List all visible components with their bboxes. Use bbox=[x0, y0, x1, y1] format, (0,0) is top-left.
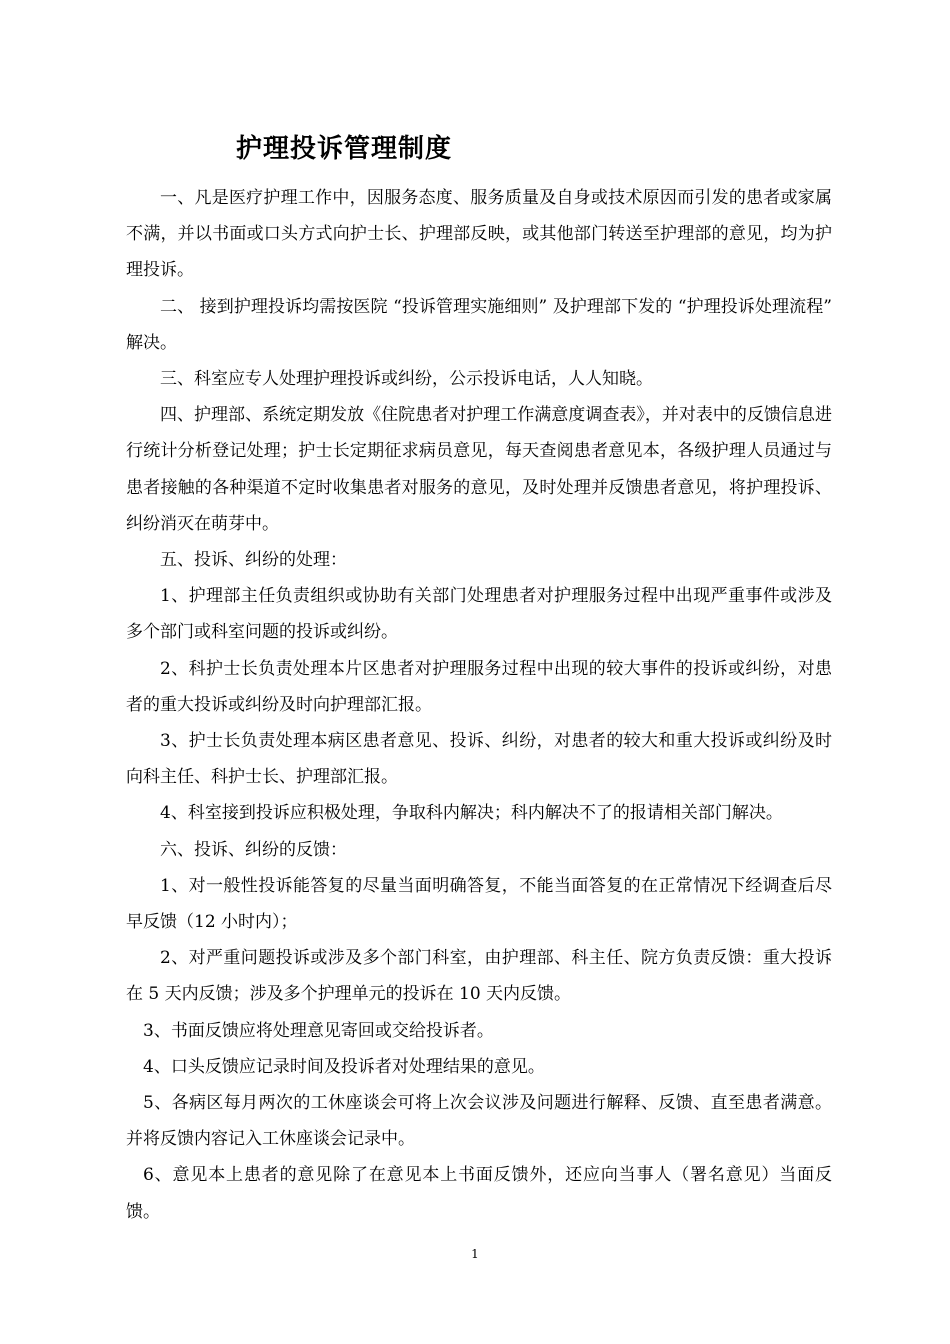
paragraph-6: 1、护理部主任负责组织或协助有关部门处理患者对护理服务过程中出现严重事件或涉及多个部门或科室问题的投诉或纠纷。 bbox=[126, 586, 832, 643]
page-number: 1 bbox=[471, 1247, 479, 1261]
paragraph-11: 1、对一般性投诉能答复的尽量当面明确答复，不能当面答复的在正常情况下经调查后尽早反馈（12 小时内）； bbox=[126, 875, 832, 933]
paragraph-3: 三、科室应专人处理护理投诉或纠纷，公示投诉电话，人人知晓。 bbox=[160, 369, 653, 390]
paragraph-13: 3、书面反馈应将处理意见寄回或交给投诉者。 bbox=[143, 1020, 494, 1041]
paragraph-15: 5、各病区每月两次的工休座谈会可将上次会议涉及问题进行解释、反馈、直至患者满意。并将反馈内容记入工休座谈会记录中。 bbox=[126, 1093, 832, 1150]
paragraph-2: 二、 接到护理投诉均需按医院 “投诉管理实施细则” 及护理部下发的 “护理投诉处理流程” 解决。 bbox=[126, 296, 832, 353]
paragraph-16: 6、意见本上患者的意见除了在意见本上书面反馈外，还应向当事人（署名意见）当面反馈。 bbox=[126, 1165, 832, 1222]
paragraph-5: 五、投诉、纠纷的处理： bbox=[160, 550, 347, 571]
paragraph-10: 六、投诉、纠纷的反馈： bbox=[160, 839, 347, 860]
paragraph-12: 2、对严重问题投诉或涉及多个部门科室，由护理部、科主任、院方负责反馈：重大投诉在 5 天内反馈；涉及多个护理单元的投诉在 10 天内反馈。 bbox=[126, 948, 832, 1005]
paragraph-14: 4、口头反馈应记录时间及投诉者对处理结果的意见。 bbox=[143, 1056, 545, 1077]
document-body bbox=[126, 180, 832, 1230]
paragraph-7: 2、科护士长负责处理本片区患者对护理服务过程中出现的较大事件的投诉或纠纷，对患者的重大投诉或纠纷及时向护理部汇报。 bbox=[126, 658, 832, 715]
paragraph-8: 3、护士长负责处理本病区患者意见、投诉、纠纷，对患者的较大和重大投诉或纠纷及时向科主任、科护士长、护理部汇报。 bbox=[126, 731, 832, 788]
paragraph-4: 四、护理部、系统定期发放《住院患者对护理工作满意度调查表》，并对表中的反馈信息进行统计分析登记处理；护士长定期征求病员意见，每天查阅患者意见本，各级护理人员通过与患者接触的各种渠道不定时收集患者对服务的意见，及时处理并反馈患者意见，将护理投诉、纠纷消灭在萌芽中。 bbox=[126, 405, 832, 534]
paragraph-1: 一、凡是医疗护理工作中，因服务态度、服务质量及自身或技术原因而引发的患者或家属不满，并以书面或口头方式向护士长、护理部反映，或其他部门转送至护理部的意见，均为护理投诉。 bbox=[126, 188, 832, 281]
paragraph-9: 4、科室接到投诉应积极处理，争取科内解决；科内解决不了的报请相关部门解决。 bbox=[160, 803, 783, 824]
document-title: 护理投诉管理制度 bbox=[236, 134, 453, 164]
